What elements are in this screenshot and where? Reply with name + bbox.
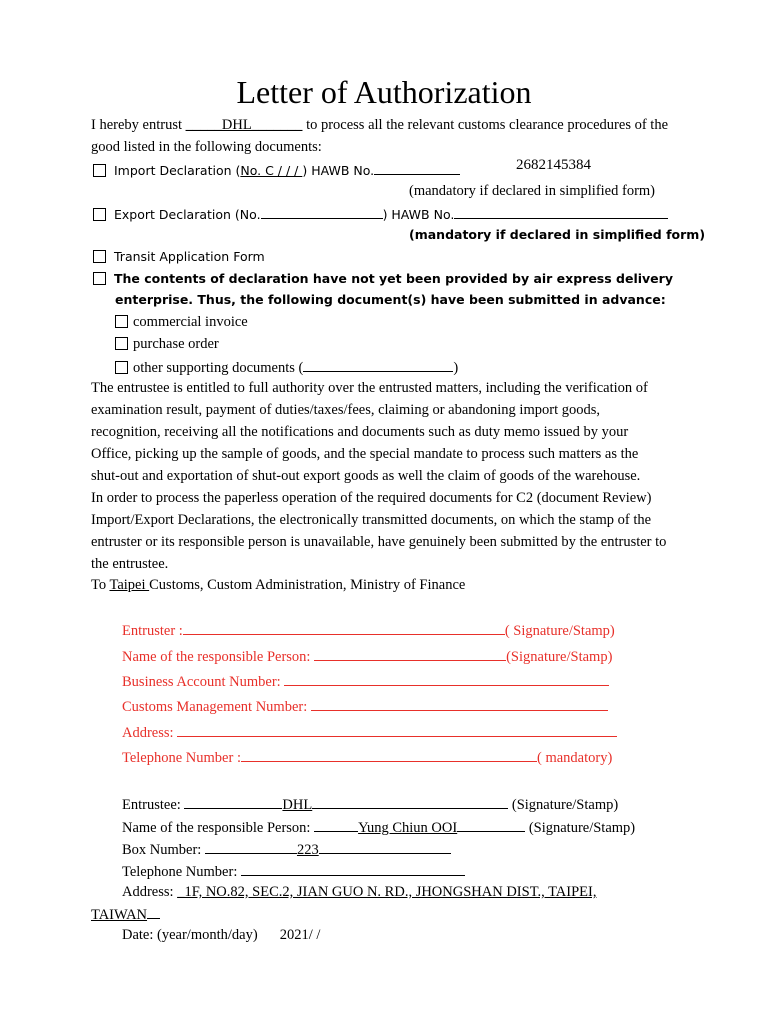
- export-hawb-label: ) HAWB No.: [382, 207, 455, 222]
- cmn-label: Customs Management Number:: [122, 699, 311, 715]
- address-label: Address:: [122, 725, 178, 741]
- intro-line-2: good listed in the following documents:: [91, 139, 322, 155]
- entrustee-tel-label: Telephone Number:: [122, 864, 241, 880]
- entrustee-responsible-blank-post: [457, 818, 525, 832]
- page-title: Letter of Authorization: [236, 74, 532, 110]
- purchase-label: purchase order: [133, 336, 219, 352]
- responsible-blank[interactable]: [314, 647, 506, 661]
- entruster-responsible-field: [122, 647, 612, 666]
- entrustee-responsible-suffix: (Signature/Stamp): [525, 820, 636, 836]
- date-field: [122, 927, 320, 944]
- advance-checkbox[interactable]: [93, 272, 106, 285]
- entruster-suffix: ( Signature/Stamp): [504, 623, 615, 639]
- other-label: other supporting documents (: [133, 360, 304, 376]
- entrustee-responsible-blank-pre: [314, 818, 358, 832]
- box-number-field: [122, 840, 451, 859]
- entrustee-address-field: [122, 884, 596, 901]
- body-line: the entrustee.: [91, 556, 169, 572]
- entrustee-value: DHL: [282, 797, 313, 813]
- tel-suffix: ( mandatory): [536, 750, 613, 766]
- intro-line-1: [91, 117, 668, 134]
- transit-label: Transit Application Form: [114, 249, 265, 264]
- entrustee-address-label: Address:: [122, 884, 178, 900]
- business-account-field: [122, 672, 609, 691]
- entrusted-company: _____DHL_______: [185, 117, 303, 133]
- body-line: entruster or its responsible person is unavailable, have genuinely been submitted by the entruster to: [91, 534, 667, 550]
- body-line: In order to process the paperless operation of the required documents for C2 (document Review): [91, 490, 652, 506]
- body-line: The entrustee is entitled to full authority over the entrusted matters, including the verification of: [91, 380, 648, 396]
- export-no-blank: [261, 205, 383, 219]
- export-checkbox[interactable]: [93, 208, 106, 221]
- intro-text: I hereby entrust: [91, 117, 186, 133]
- other-blank: [303, 358, 453, 372]
- purchase-checkbox[interactable]: [115, 337, 128, 350]
- commercial-label: commercial invoice: [133, 314, 248, 330]
- export-hawb-blank: [454, 205, 668, 219]
- cmn-blank[interactable]: [311, 697, 608, 711]
- transit-checkbox[interactable]: [93, 250, 106, 263]
- date-value: 2021/ /: [279, 927, 321, 943]
- export-label: Export Declaration (No.: [114, 207, 261, 222]
- commercial-checkbox[interactable]: [115, 315, 128, 328]
- entrustee-tel-blank: [241, 862, 465, 876]
- entrustee-responsible-field: [122, 818, 635, 837]
- export-declaration-option[interactable]: [93, 205, 668, 222]
- addressee-line: [91, 577, 465, 594]
- ban-label: Business Account Number:: [122, 674, 285, 690]
- import-hawb-blank: [374, 161, 460, 175]
- responsible-label: Name of the responsible Person:: [122, 649, 315, 665]
- tel-label: Telephone Number :: [122, 750, 241, 766]
- address-blank[interactable]: [177, 723, 617, 737]
- ban-blank[interactable]: [284, 672, 609, 686]
- entrustee-telephone-field: [122, 862, 465, 881]
- box-blank-post: [319, 840, 451, 854]
- entruster-telephone-field: [122, 748, 612, 767]
- customs-city: Taipei: [109, 577, 150, 593]
- entruster-blank[interactable]: [183, 621, 505, 635]
- transit-option[interactable]: [93, 249, 265, 264]
- import-number: No. C / / /: [240, 163, 303, 178]
- customs-management-field: [122, 697, 608, 716]
- entrustee-address-cont: [91, 905, 160, 924]
- sub-option-other[interactable]: [115, 358, 458, 377]
- advance-option[interactable]: [93, 271, 673, 286]
- import-checkbox[interactable]: [93, 164, 106, 177]
- import-declaration-option[interactable]: [93, 161, 460, 178]
- intro-text-cont: to process all the relevant customs clearance procedures of the: [302, 117, 669, 133]
- box-label: Box Number:: [122, 842, 205, 858]
- entrustee-address-country: TAIWAN: [91, 907, 148, 923]
- other-checkbox[interactable]: [115, 361, 128, 374]
- advance-text-1: The contents of declaration have not yet been provided by air express delivery: [114, 271, 673, 286]
- entrustee-blank-post: [312, 795, 508, 809]
- import-label: Import Declaration (: [114, 163, 241, 178]
- entrustee-suffix: (Signature/Stamp): [508, 797, 619, 813]
- body-line: Office, picking up the sample of goods, and the special mandate to process such matters as the: [91, 446, 639, 462]
- tel-blank[interactable]: [241, 748, 537, 762]
- entrustee-field: [122, 795, 618, 814]
- date-label: Date: (year/month/day): [122, 927, 258, 943]
- export-note: (mandatory if declared in simplified form): [409, 227, 706, 242]
- box-blank-pre: [205, 840, 297, 854]
- customs-office: Customs, Custom Administration, Ministry of Finance: [149, 577, 466, 593]
- hawb-number: 2682145384: [516, 157, 591, 173]
- entrustee-responsible-value: Yung Chiun OOI: [358, 820, 458, 836]
- entruster-label: Entruster :: [122, 623, 183, 639]
- responsible-suffix: (Signature/Stamp): [506, 649, 613, 665]
- entrustee-blank-pre: [184, 795, 282, 809]
- box-value: 223: [296, 842, 319, 858]
- entrustee-responsible-label: Name of the responsible Person:: [122, 820, 315, 836]
- other-close: ): [453, 360, 459, 376]
- entrustee-label: Entrustee:: [122, 797, 185, 813]
- body-line: Import/Export Declarations, the electronically transmitted documents, on which the stamp of the: [91, 512, 652, 528]
- sub-option-purchase[interactable]: [115, 336, 219, 353]
- body-line: recognition, receiving all the notifications and documents such as duty memo issued by your: [91, 424, 629, 440]
- to-prefix: To: [91, 577, 110, 593]
- entruster-address-field: [122, 723, 617, 742]
- sub-option-commercial[interactable]: [115, 314, 248, 331]
- body-line: shut-out and exportation of shut-out export goods as well the claim of goods of the warehouse.: [91, 468, 641, 484]
- entrustee-address-value: _1F, NO.82, SEC.2, JIAN GUO N. RD., JHONGSHAN DIST., TAIPEI,: [177, 884, 597, 900]
- body-line: examination result, payment of duties/taxes/fees, claiming or abandoning import goods,: [91, 402, 600, 418]
- address-tail-blank: [147, 905, 160, 919]
- import-hawb-label: ) HAWB No.: [302, 163, 375, 178]
- entruster-field: [122, 621, 615, 640]
- import-note: (mandatory if declared in simplified form): [409, 183, 656, 199]
- advance-text-2: enterprise. Thus, the following document(s) have been submitted in advance:: [115, 292, 666, 307]
